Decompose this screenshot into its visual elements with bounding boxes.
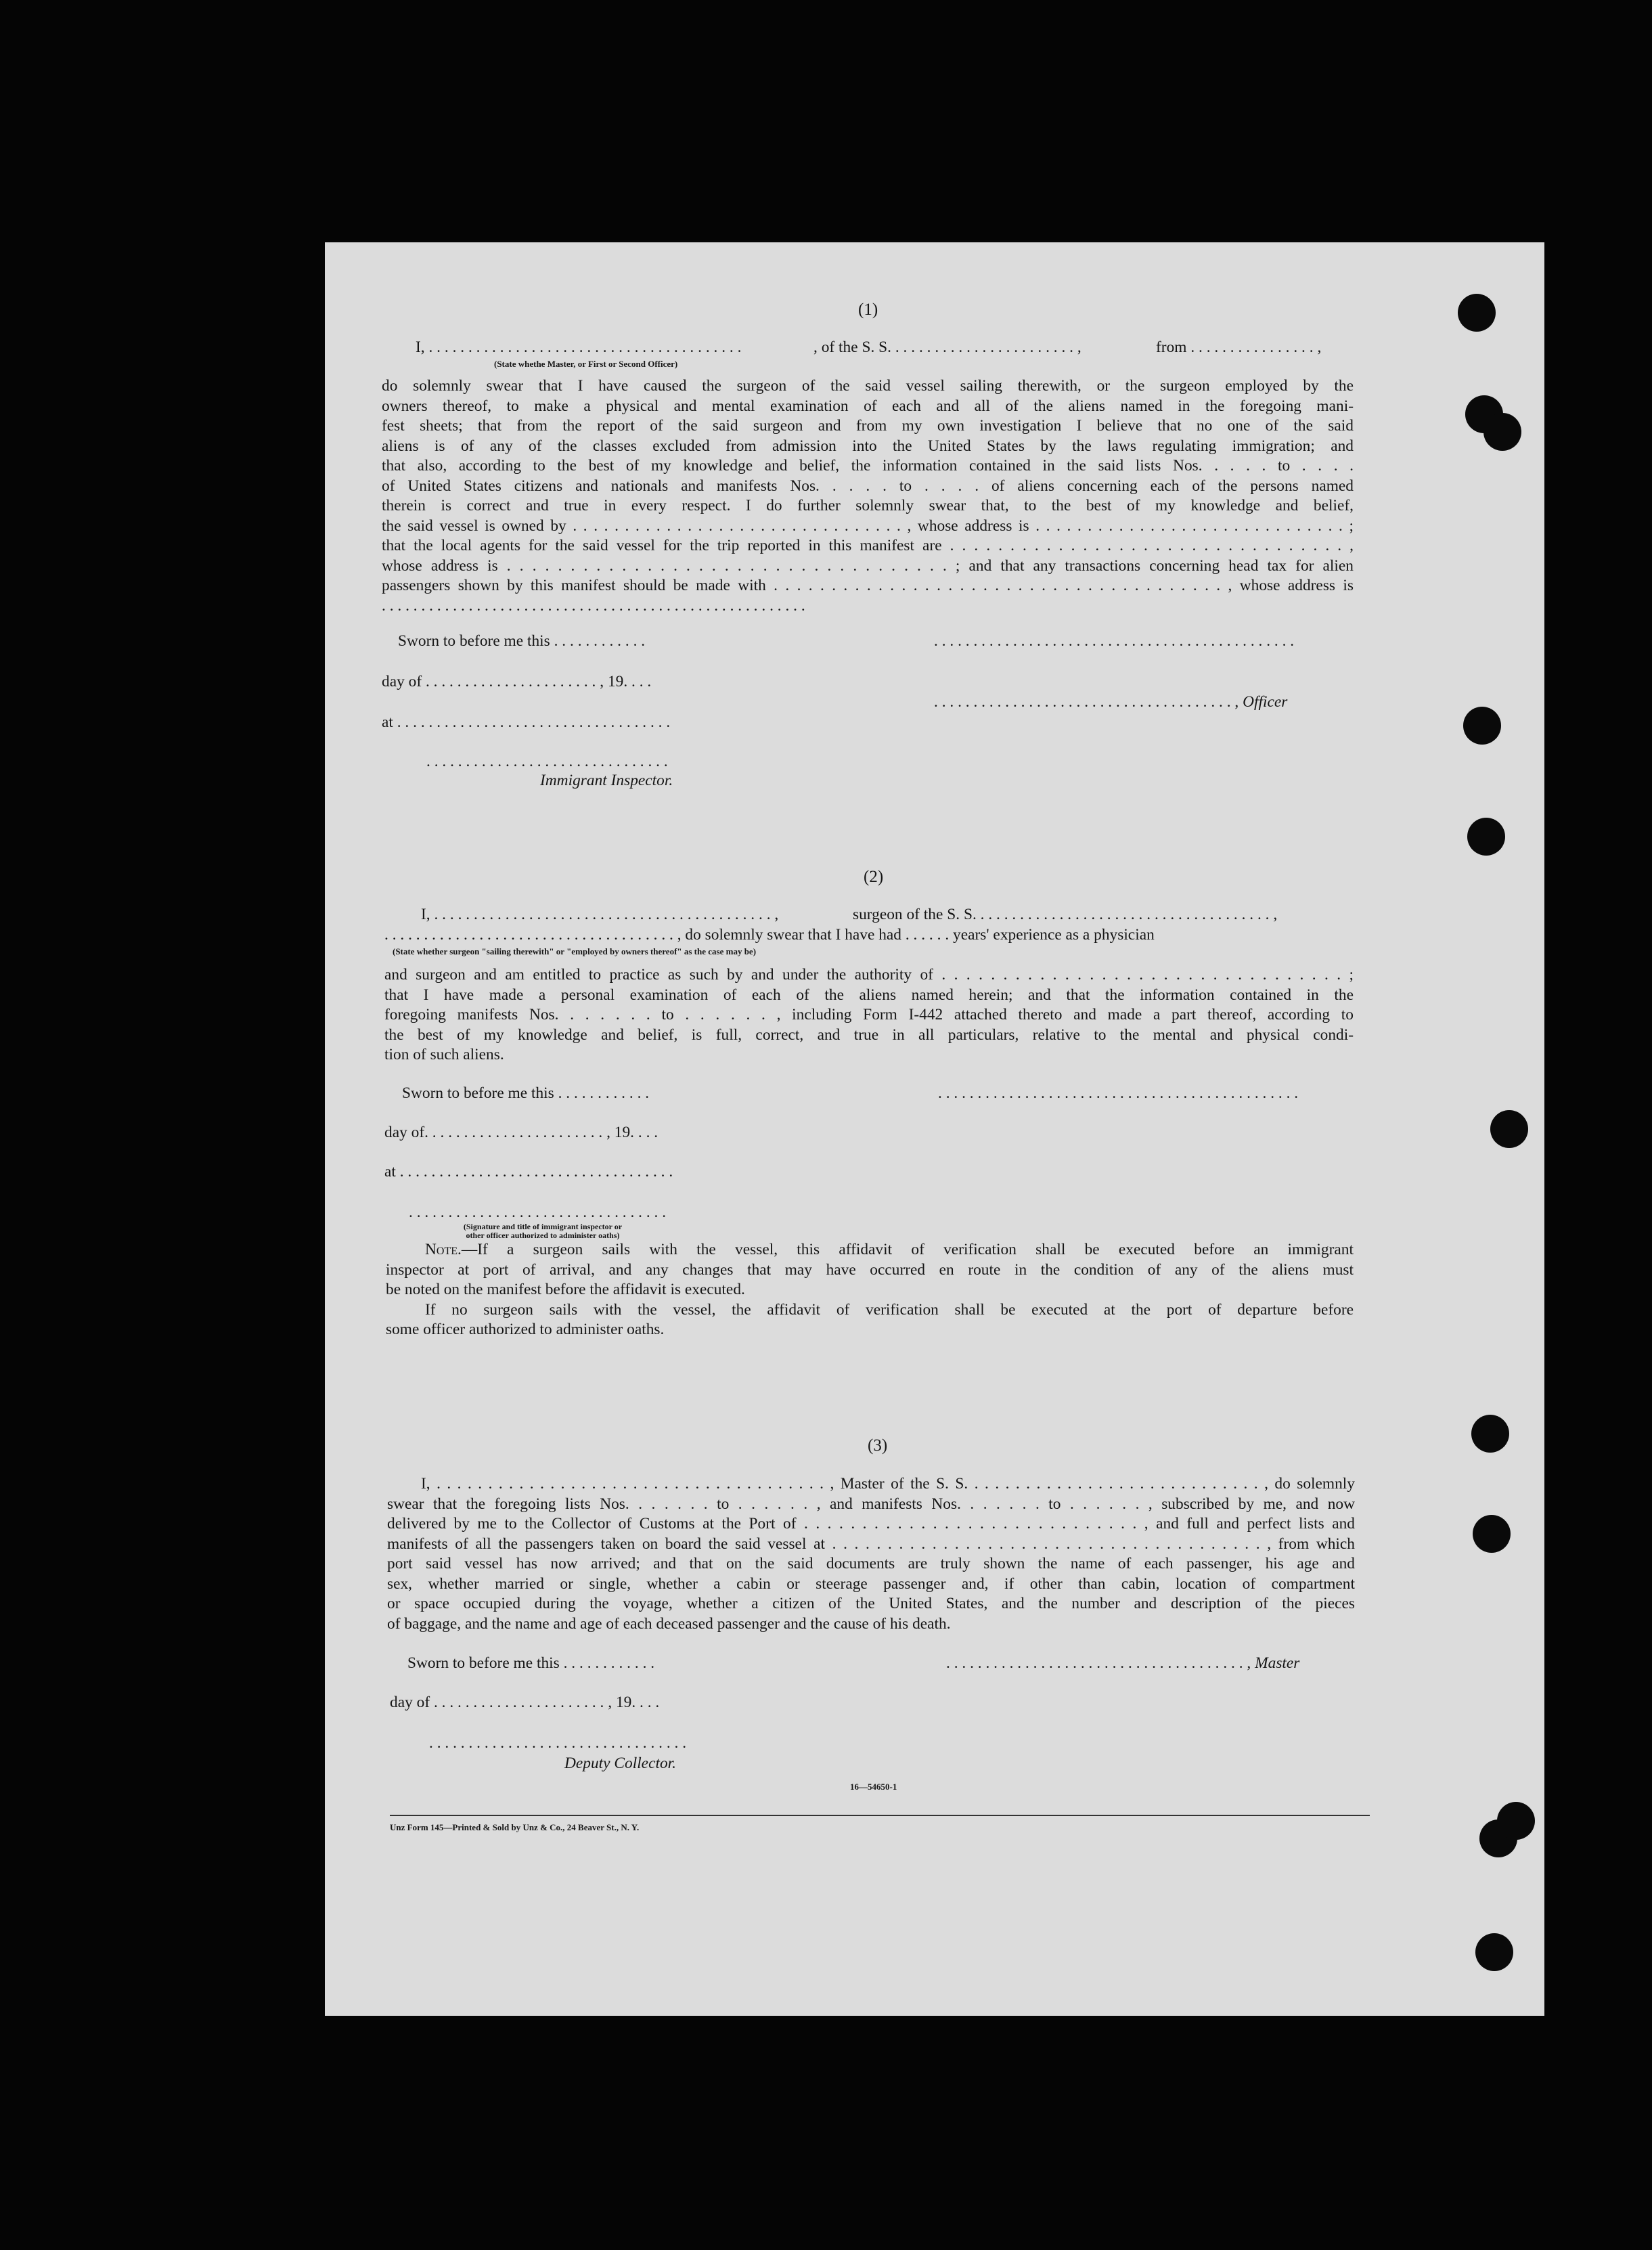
punch-hole [1467, 818, 1505, 856]
inspector-dots: . . . . . . . . . . . . . . . . . . . . . . . . . . . . . . . [426, 753, 668, 770]
text-line: owners thereof, to make a physical and mental examination of each and all of the aliens named in the foregoing mani- [382, 397, 1354, 415]
surgeon-name-field: I, . . . . . . . . . . . . . . . . . . . . . . . . . . . . . . . . . . . . . . . . . . . , [421, 906, 779, 923]
text-line: delivered by me to the Collector of Customs at the Port of . . . . . . . . . . . . . . . . . . . . . . . . . . . . . , and full and perfect lists and [387, 1515, 1355, 1532]
punch-hole [1463, 707, 1501, 745]
text-line: do solemnly swear that I have caused the surgeon of the said vessel sailing therewith, or the surgeon employed by the [382, 377, 1354, 395]
section-number: (1) [858, 301, 878, 319]
text-line: swear that the foregoing lists Nos. . . . . . . to . . . . . . , and manifests Nos. . . . . . . to . . . . . . , subscribed by me, and now [387, 1495, 1355, 1513]
footer-divider [390, 1815, 1370, 1816]
printer-imprint: Unz Form 145—Printed & Sold by Unz & Co., 24 Beaver St., N. Y. [390, 1822, 640, 1832]
from-port-field: from . . . . . . . . . . . . . . . . , [1156, 338, 1322, 356]
text-line: be noted on the manifest before the affidavit is executed. [386, 1281, 745, 1298]
signature-line: . . . . . . . . . . . . . . . . . . . . . . . . . . . . . . . . . . . . . . . . . . . . . . [934, 632, 1295, 650]
place-line: at . . . . . . . . . . . . . . . . . . . . . . . . . . . . . . . . . . . [382, 713, 671, 731]
form-number: 16—54650-1 [850, 1782, 897, 1792]
signature-caption: (Signature and title of immigrant inspector or [463, 1222, 623, 1231]
punch-hole [1490, 1110, 1528, 1148]
punch-hole [1458, 294, 1496, 332]
text-line: foregoing manifests Nos. . . . . . . to . . . . . . , including Form I-442 attached thereto and made a part thereof, according to [384, 1006, 1354, 1023]
declarant-name-field: I, . . . . . . . . . . . . . . . . . . . . . . . . . . . . . . . . . . . . . . . . [416, 338, 742, 356]
date-line: day of . . . . . . . . . . . . . . . . . . . . . . , 19. . . . [390, 1694, 660, 1711]
note-paragraph [386, 1240, 1354, 1340]
form-page [325, 242, 1544, 2016]
inspector-label: Immigrant Inspector. [540, 772, 673, 789]
text-line: fest sheets; that from the report of the said surgeon and from my own investigation I believe that no one of the said [382, 417, 1354, 435]
signature-caption: other officer authorized to administer oaths) [466, 1231, 620, 1240]
text-line: the said vessel is owned by . . . . . . . . . . . . . . . . . . . . . . . . . . . . . . . . , whose address is . . . . . . . . . . . . . . . . . . . . . . . . . . . . . . ; [382, 516, 1354, 535]
note-label: Note. [425, 1241, 462, 1258]
text-line: inspector at port of arrival, and any changes that may have occurred en route in the condition of any of the aliens must [386, 1260, 1354, 1279]
sworn-line: Sworn to before me this . . . . . . . . . . . . [402, 1084, 650, 1102]
oath-paragraph [382, 376, 1354, 616]
text-line: that the local agents for the said vessel for the trip reported in this manifest are . . . . . . . . . . . . . . . . . . . . . . . . . . . . . . . . . , [382, 537, 1354, 554]
text-line: of United States citizens and nationals and manifests Nos. . . . . to . . . . of aliens concerning each of the persons named [382, 477, 1354, 495]
text-line: If no surgeon sails with the vessel, the affidavit of verification shall be executed at the port of departure before [425, 1300, 1354, 1319]
note-text: —If a surgeon sails with the vessel, this affidavit of verification shall be executed before an immigrant [461, 1241, 1354, 1258]
master-label: Master [1255, 1654, 1300, 1672]
section-number: (2) [864, 868, 884, 886]
officer-dots: . . . . . . . . . . . . . . . . . . . . . . . . . . . . . . . . . . . . . . , [934, 693, 1239, 711]
text-line: sex, whether married or single, whether a cabin or steerage passenger and, if other than cabin, location of compartment [387, 1574, 1355, 1593]
master-line [946, 1654, 1299, 1673]
text-line: some officer authorized to administer oaths. [386, 1321, 665, 1338]
text-line: I, . . . . . . . . . . . . . . . . . . . . . . . . . . . . . . . . . . . . . . , Master of the S. S. . . . . . . . . . . . . . . . . . . . . . . . . . . . . , do solemnly [421, 1475, 1355, 1493]
master-paragraph [387, 1474, 1355, 1634]
date-line: day of . . . . . . . . . . . . . . . . . . . . . . , 19. . . . [382, 673, 652, 690]
text-line: whose address is . . . . . . . . . . . . . . . . . . . . . . . . . . . . . . . . . . . ; and that any transactions concerning head tax for alien [382, 556, 1354, 575]
vessel-name-field: , of the S. S. . . . . . . . . . . . . . . . . . . . . . . . , [813, 338, 1081, 356]
text-line: port said vessel has now arrived; and that on the said documents are truly shown the name of each passenger, his age and [387, 1555, 1355, 1572]
sworn-line: Sworn to before me this . . . . . . . . . . . . [398, 632, 646, 650]
punch-hole [1473, 1515, 1511, 1553]
collector-dots: . . . . . . . . . . . . . . . . . . . . . . . . . . . . . . . . . [429, 1734, 687, 1752]
text-line: the best of my knowledge and belief, is full, correct, and true in all particulars, relative to the mental and physical condi- [384, 1025, 1354, 1044]
section-number: (3) [868, 1436, 888, 1455]
field-caption: (State whether surgeon "sailing therewith" or "employed by owners thereof" as the case may be) [393, 946, 757, 956]
master-dots: . . . . . . . . . . . . . . . . . . . . . . . . . . . . . . . . . . . . . . , [946, 1654, 1251, 1672]
text-line: passengers shown by this manifest should be made with . . . . . . . . . . . . . . . . . . . . . . . . . . . . . . . . . . . . . . . , whose address is [382, 577, 1354, 594]
text-line: or space occupied during the voyage, whether a citizen of the United States, and the number and description of the pieces [387, 1595, 1355, 1612]
text-line: therein is correct and true in every respect. I do further solemnly swear that, to the best of my knowledge and belief, [382, 497, 1354, 514]
officer-line [934, 693, 1287, 711]
punch-hole [1471, 1415, 1509, 1453]
sworn-line: Sworn to before me this . . . . . . . . . . . . [407, 1654, 655, 1672]
field-caption: (State whethe Master, or First or Second Officer) [494, 359, 678, 369]
text-line: tion of such aliens. [384, 1046, 504, 1063]
text-line: aliens is of any of the classes excluded from admission into the United States by the laws regulating immigration; and [382, 437, 1354, 455]
text-line: . . . . . . . . . . . . . . . . . . . . . . . . . . . . . . . . . . . . . . . . . . . . . . . . . . . . . . [382, 596, 805, 615]
place-line: at . . . . . . . . . . . . . . . . . . . . . . . . . . . . . . . . . . . [384, 1163, 673, 1181]
date-line: day of. . . . . . . . . . . . . . . . . . . . . . . , 19. . . . [384, 1124, 658, 1141]
text-line: and surgeon and am entitled to practice as such by and under the authority of . . . . . . . . . . . . . . . . . . . . . . . . . . . . . . . . . ; [384, 966, 1354, 984]
text-line: that I have made a personal examination of each of the aliens named herein; and that the information contained in the [384, 986, 1354, 1004]
text-line: that also, according to the best of my knowledge and belief, the information contained in the said lists Nos. . . . . to . . . . [382, 457, 1354, 475]
punch-hole [1483, 413, 1521, 451]
surgeon-experience-line: . . . . . . . . . . . . . . . . . . . . . . . . . . . . . . . . . . . . . , do solemnly swear that I have had . . . . . . years' experience as a physician [384, 926, 1155, 944]
punch-hole [1497, 1802, 1535, 1840]
collector-label: Deputy Collector. [564, 1755, 677, 1772]
text-line: manifests of all the passengers taken on board the said vessel at . . . . . . . . . . . . . . . . . . . . . . . . . . . . . . . . . . . . . . . , from which [387, 1535, 1355, 1553]
punch-hole [1475, 1933, 1513, 1971]
signature-line: . . . . . . . . . . . . . . . . . . . . . . . . . . . . . . . . . . . . . . . . . . . . . . [938, 1084, 1299, 1102]
text-line: of baggage, and the name and age of each deceased passenger and the cause of his death. [387, 1614, 951, 1633]
signature-dots: . . . . . . . . . . . . . . . . . . . . . . . . . . . . . . . . . [409, 1204, 667, 1221]
text-line [386, 1240, 1354, 1260]
surgeon-paragraph [384, 965, 1354, 1065]
surgeon-vessel-field: surgeon of the S. S. . . . . . . . . . . . . . . . . . . . . . . . . . . . . . . . . . . . . . , [853, 906, 1278, 923]
officer-label: Officer [1243, 693, 1288, 711]
